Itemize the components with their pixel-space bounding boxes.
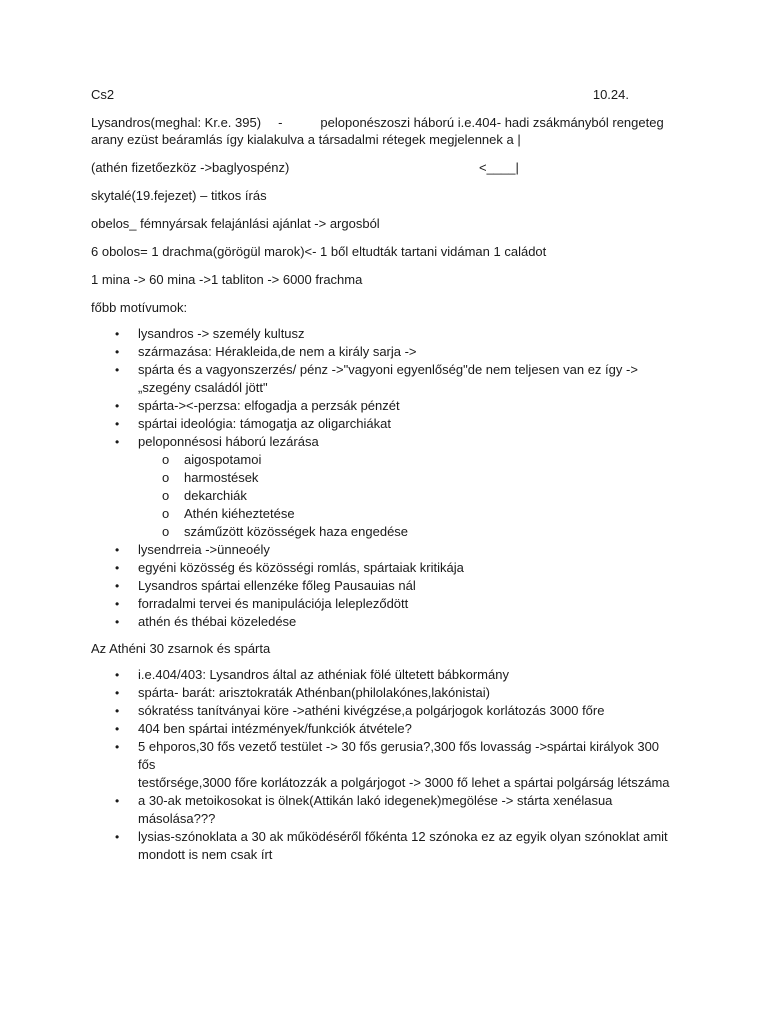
para1-line2: arany ezüst beáramlás így kialakulva a társadalmi rétegek megjelennek a |	[91, 132, 521, 147]
header-code: Cs2	[91, 87, 115, 102]
header-row	[91, 86, 629, 103]
para1-dash: -	[278, 115, 283, 130]
list-item: • spártai ideológia: támogatja az oligarchiákat	[115, 416, 391, 431]
para2-left: (athén fizetőezköz ->baglyospénz)	[91, 160, 290, 175]
list-item: • peloponnésosi háború lezárása o aigospotamoi o harmostések o dekarchiák o Athén kiéheztetése o száműzött közösségek haza engedése	[91, 433, 671, 541]
paragraph-mina: 1 mina -> 60 mina ->1 tabliton -> 6000 frachma	[91, 272, 363, 287]
list-item: • 5 ehporos,30 fős vezető testület -> 30 fős gerusia?,300 fős lovasság ->spártai királyok 300 fős testőrsége,3000 főre korlátozzák a polgárjogot -> 3000 fő lehet a spártai polgárság létszáma	[115, 739, 670, 790]
list-item: • spárta- barát: arisztokraták Athénban(philolakónes,lakónistai)	[115, 685, 490, 700]
list-item: • sókratéss tanítványai köre ->athéni kivégzése,a polgárjogok korlátozás 3000 főre	[115, 703, 605, 718]
sublist-item: o harmostések	[162, 470, 259, 485]
section1-heading: főbb motívumok:	[91, 300, 188, 315]
paragraph-skytale: skytalé(19.fejezet) – titkos írás	[91, 188, 267, 203]
para2-right: <____|	[479, 160, 519, 175]
list-item: • forradalmi tervei és manipulációja lelepleződött	[115, 596, 409, 611]
header-date: 10.24.	[592, 87, 629, 102]
document-page	[91, 86, 671, 873]
sublist-item: o Athén kiéheztetése	[162, 506, 295, 521]
paragraph-athen-coin	[91, 159, 671, 176]
list-item: • lysias-szónoklata a 30 ak működéséről főkénta 12 szónoka ez az egyik olyan szónoklat amit mondott is nem csak írt	[115, 829, 668, 862]
sublist-item: o aigospotamoi	[162, 452, 262, 467]
list-item: • Lysandros spártai ellenzéke főleg Pausauias nál	[115, 578, 416, 593]
list-item: • lysandros -> személy kultusz	[115, 326, 305, 341]
sublist-item: o száműzött közösségek haza engedése	[162, 524, 409, 539]
list-item: • spárta és a vagyonszerzés/ pénz ->"vagyoni egyenlőség"de nem teljesen van ez így -> „szegény családól jött"	[115, 362, 638, 395]
list-item: • lysendrreia ->ünneoély	[115, 542, 270, 557]
list-item: • származása: Hérakleida,de nem a király sarja ->	[115, 344, 417, 359]
para1-part-a: Lysandros(meghal: Kr.e. 395)	[91, 115, 262, 130]
paragraph-obelos: obelos_ fémnyársak felajánlási ajánlat -> argosból	[91, 216, 380, 231]
paragraph-lysandros	[91, 114, 671, 148]
section2-heading: Az Athéni 30 zsarnok és spárta	[91, 641, 271, 656]
para1-part-b: peloponészoszi háború i.e.404- hadi zsákmányból rengeteg	[320, 115, 664, 130]
list-item: • athén és thébai közeledése	[115, 614, 297, 629]
list-item: • spárta-><-perzsa: elfogadja a perzsák pénzét	[115, 398, 400, 413]
sublist	[91, 451, 671, 541]
list-item: • 404 ben spártai intézmények/funkciók átvétele?	[115, 721, 412, 736]
list-item: • i.e.404/403: Lysandros által az athéniak fölé ültetett bábkormány	[115, 667, 509, 682]
list-item: • egyéni közösség és közösségi romlás, spártaiak kritikája	[115, 560, 464, 575]
section1-list	[91, 325, 671, 631]
paragraph-obolos: 6 obolos= 1 drachma(görögül marok)<- 1 ből eltudták tartani vidáman 1 caládot	[91, 244, 547, 259]
list-item: • a 30-ak metoikosokat is ölnek(Attikán lakó idegenek)megölése -> stárta xenélasua másolása???	[115, 793, 613, 826]
sublist-item: o dekarchiák	[162, 488, 247, 503]
section2-list	[91, 666, 671, 864]
